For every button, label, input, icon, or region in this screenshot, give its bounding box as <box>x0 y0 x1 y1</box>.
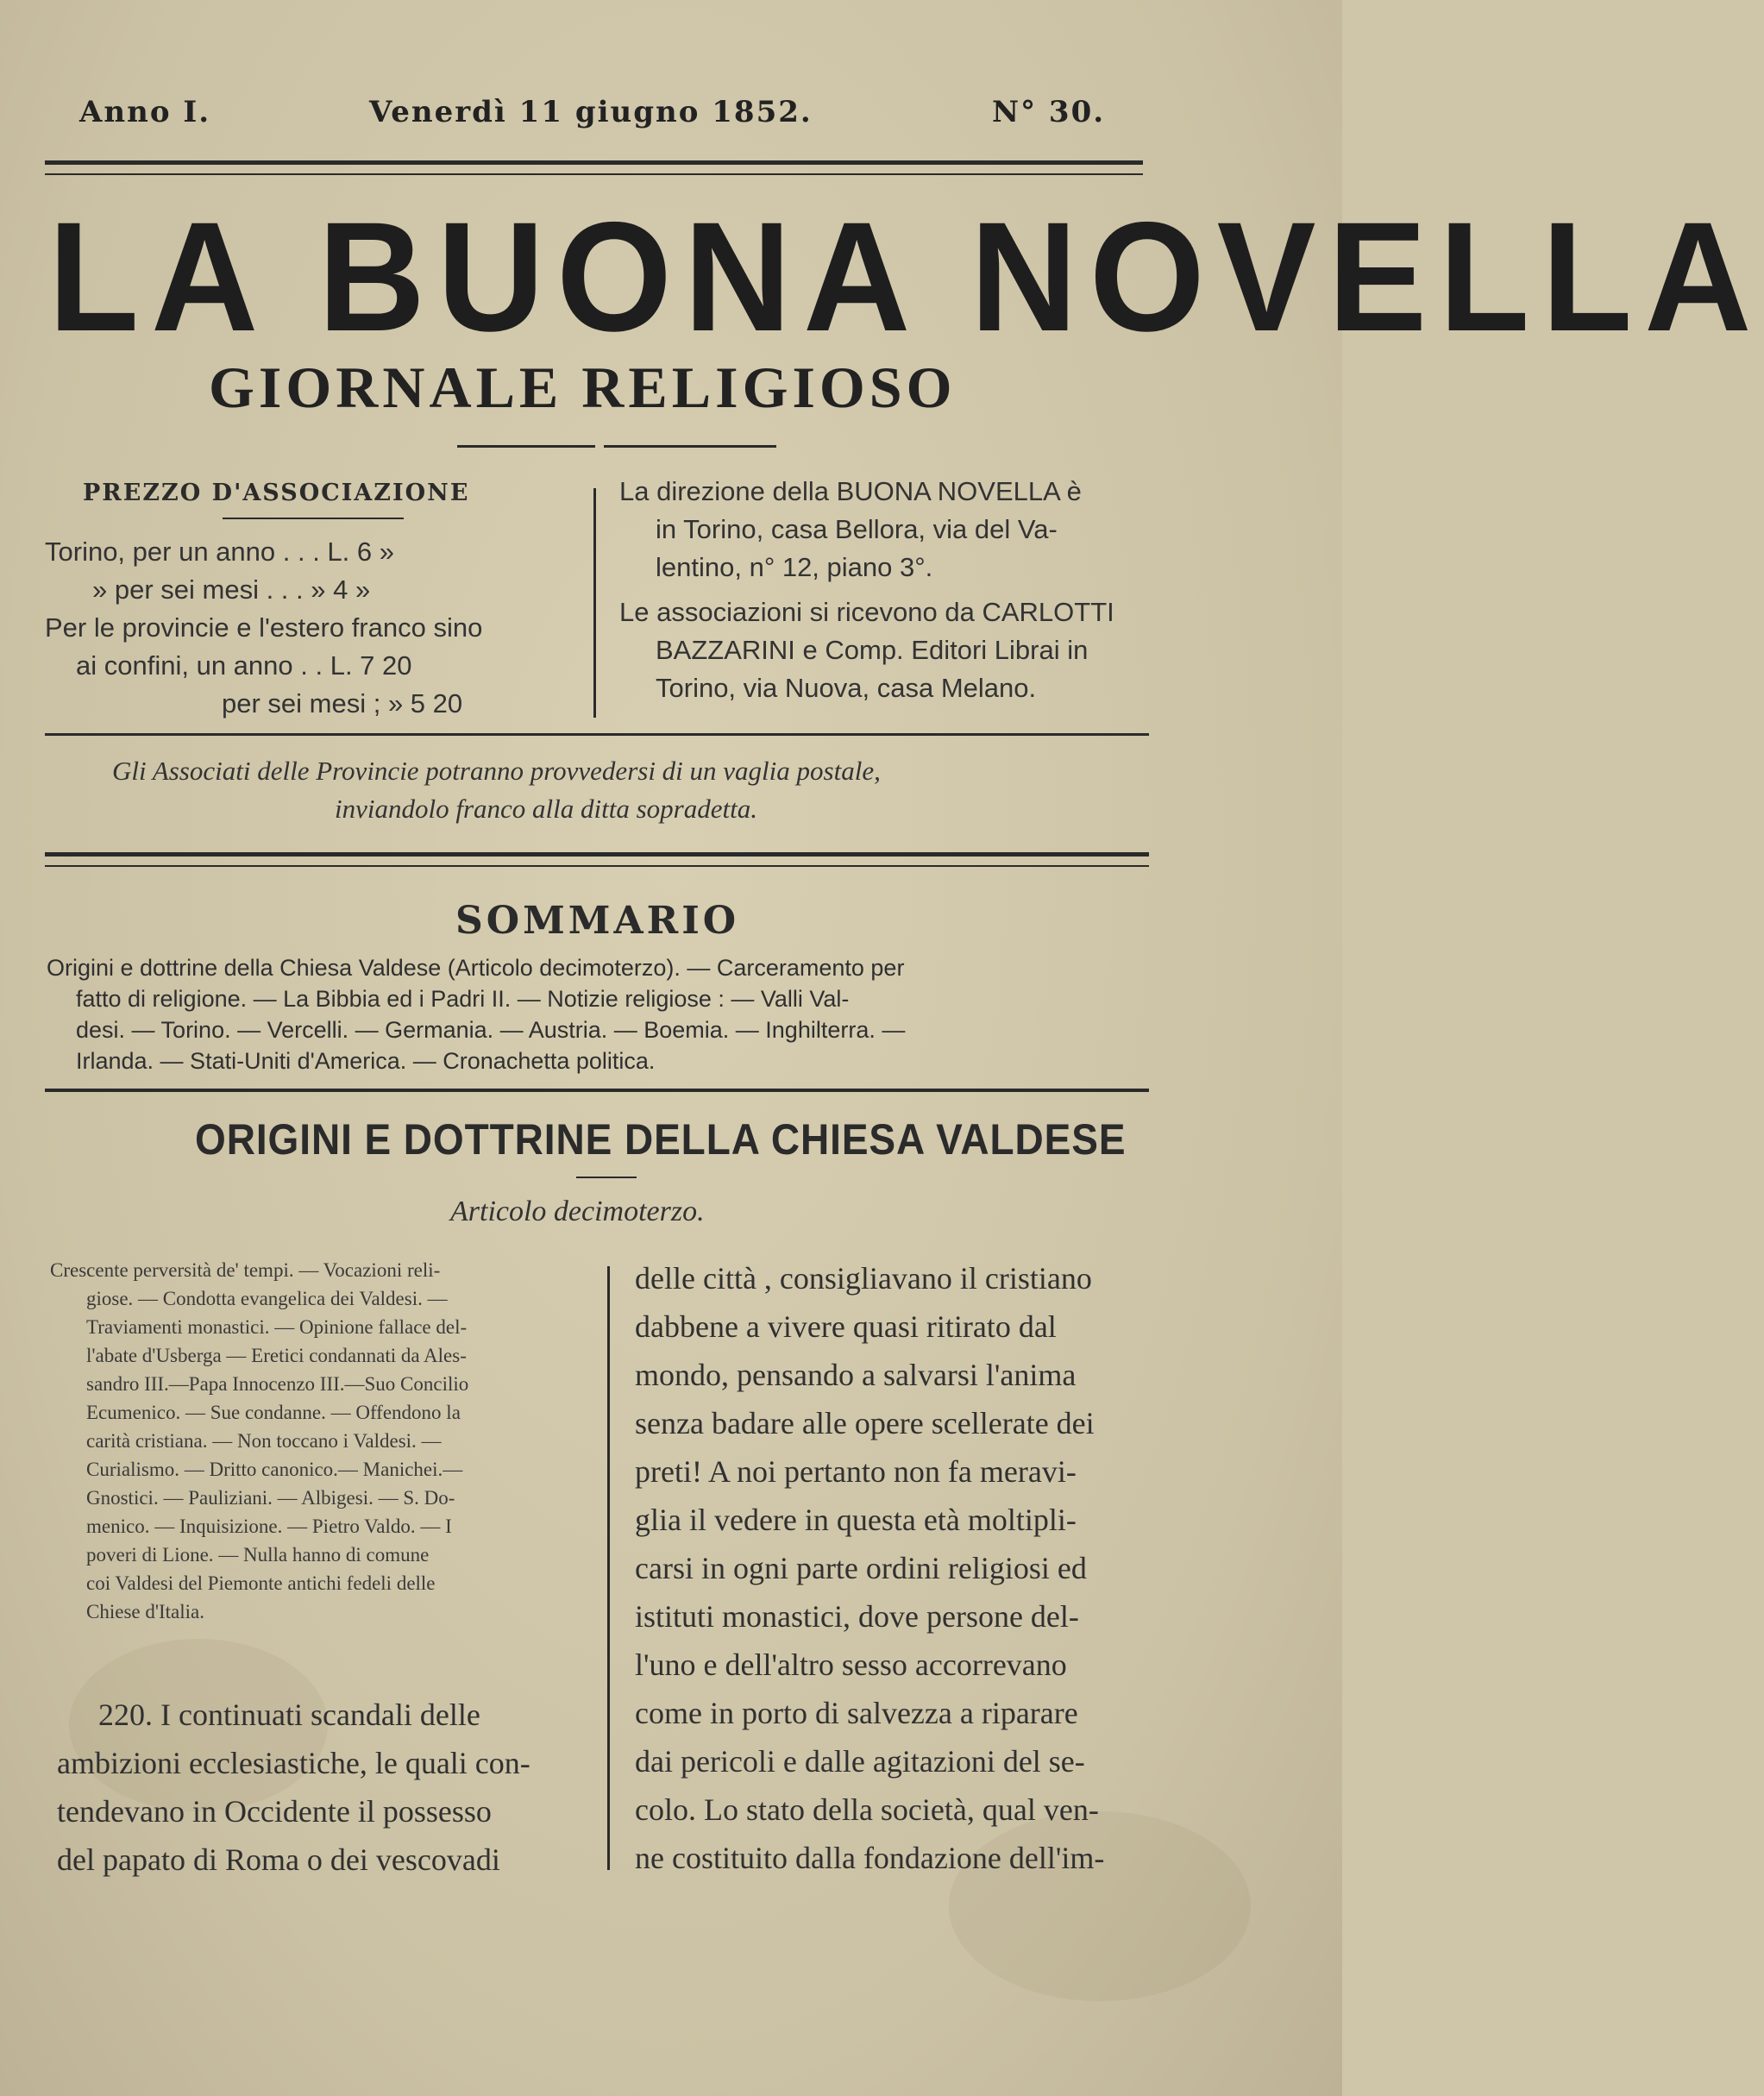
body-line: ne costituito dalla fondazione dell'im- <box>635 1841 1105 1875</box>
direction-line: BAZZARINI e Comp. Editori Librai in <box>656 635 1089 665</box>
title-ornament <box>576 1177 637 1178</box>
section-rule <box>45 733 1149 736</box>
sommario-text <box>47 952 1168 1076</box>
body-line: 220. I continuati scandali delle <box>98 1698 480 1732</box>
heading-underline <box>223 518 404 519</box>
body-line: tendevano in Occidente il possesso <box>57 1794 492 1829</box>
body-line: glia il vedere in questa età moltipli- <box>635 1503 1077 1537</box>
notice-line: inviandolo franco alla ditta sopradetta. <box>335 794 757 824</box>
body-line: dai pericoli e dalle agitazioni del se- <box>635 1744 1085 1779</box>
article-title: ORIGINI E DOTTRINE DELLA CHIESA VALDESE <box>195 1115 1127 1164</box>
sommario-line: Irlanda. — Stati-Uniti d'America. — Cronachetta politica. <box>76 1048 656 1074</box>
direction-line: lentino, n° 12, piano 3°. <box>656 552 933 582</box>
newspaper-title: LA BUONA NOVELLA <box>48 190 1764 364</box>
body-line: mondo, pensando a salvarsi l'anima <box>635 1358 1077 1392</box>
price-line: Per le provincie e l'estero franco sino <box>45 612 483 643</box>
sommario-line: Origini e dottrine della Chiesa Valdese (Articolo decimoterzo). — Carceramento per <box>47 955 905 981</box>
body-line: delle città , consigliavano il cristiano <box>635 1261 1092 1296</box>
sommario-heading: SOMMARIO <box>455 899 740 943</box>
summary-line: l'abate d'Usberga — Eretici condannati da Ales- <box>86 1345 467 1366</box>
direction-line: Torino, via Nuova, casa Melano. <box>656 673 1037 703</box>
issue-number: N° 30. <box>992 95 1106 129</box>
price-line: » per sei mesi . . . » 4 » <box>92 574 371 605</box>
notice-line: Gli Associati delle Provincie potranno provvedersi di un vaglia postale, <box>112 756 881 786</box>
summary-line: menico. — Inquisizione. — Pietro Valdo. — I <box>86 1516 452 1537</box>
ornament-rule-left <box>457 445 595 448</box>
section-rule <box>45 1089 1149 1092</box>
direction-line: Le associazioni si ricevono da CARLOTTI <box>619 597 1114 627</box>
summary-line: Traviamenti monastici. — Opinione fallace del- <box>86 1316 468 1338</box>
direction-info <box>619 473 1171 707</box>
masthead-rule <box>45 160 1143 175</box>
article-body-left <box>57 1691 592 1884</box>
issue-year: Anno I. <box>79 95 211 129</box>
direction-line: La direzione della BUONA NOVELLA è <box>619 476 1082 506</box>
summary-line: Curialismo. — Dritto canonico.— Manichei.— <box>86 1459 463 1480</box>
issue-date: Venerdì 11 giugno 1852. <box>369 95 813 129</box>
article-subtitle: Articolo decimoterzo. <box>450 1195 705 1227</box>
body-line: ambizioni ecclesiastiche, le quali con- <box>57 1746 530 1780</box>
body-line: come in porto di salvezza a riparare <box>635 1696 1078 1730</box>
column-divider <box>593 488 596 718</box>
summary-line: coi Valdesi del Piemonte antichi fedeli delle <box>86 1572 436 1594</box>
column-divider <box>607 1266 610 1870</box>
summary-line: carità cristiana. — Non toccano i Valdesi. — <box>86 1430 442 1452</box>
body-line: preti! A noi pertanto non fa meravi- <box>635 1454 1077 1489</box>
body-line: dabbene a vivere quasi ritirato dal <box>635 1309 1057 1344</box>
article-body-right <box>635 1254 1170 1882</box>
article-summary <box>50 1256 585 1626</box>
direction-line: in Torino, casa Bellora, via del Va- <box>656 514 1058 544</box>
summary-line: Ecumenico. — Sue condanne. — Offendono la <box>86 1402 461 1423</box>
sommario-line: desi. — Torino. — Vercelli. — Germania. — Austria. — Boemia. — Inghilterra. — <box>76 1017 906 1043</box>
price-line: ai confini, un anno . . L. 7 20 <box>76 650 412 681</box>
section-double-rule <box>45 852 1149 867</box>
subscription-prices <box>45 533 580 723</box>
newspaper-subtitle: GIORNALE RELIGIOSO <box>209 355 957 420</box>
price-line: per sei mesi ; » 5 20 <box>222 688 463 719</box>
body-line: senza badare alle opere scellerate dei <box>635 1406 1095 1440</box>
sommario-line: fatto di religione. — La Bibbia ed i Padri II. — Notizie religiose : — Valli Val- <box>76 986 850 1012</box>
summary-line: poveri di Lione. — Nulla hanno di comune <box>86 1544 430 1566</box>
body-line: colo. Lo stato della società, qual ven- <box>635 1792 1099 1827</box>
summary-line: sandro III.—Papa Innocenzo III.—Suo Concilio <box>86 1373 469 1395</box>
body-line: l'uno e dell'altro sesso accorrevano <box>635 1647 1067 1682</box>
summary-line: Chiese d'Italia. <box>86 1601 204 1622</box>
body-line: istituti monastici, dove persone del- <box>635 1599 1079 1634</box>
summary-line: Gnostici. — Pauliziani. — Albigesi. — S. Do- <box>86 1487 455 1509</box>
ornament-rule-right <box>604 445 776 448</box>
body-line: carsi in ogni parte ordini religiosi ed <box>635 1551 1087 1585</box>
price-line: Torino, per un anno . . . L. 6 » <box>45 537 394 567</box>
body-line: del papato di Roma o dei vescovadi <box>57 1842 500 1877</box>
summary-line: giose. — Condotta evangelica dei Valdesi. — <box>86 1288 448 1309</box>
subscription-price-heading: PREZZO D'ASSOCIAZIONE <box>83 480 470 506</box>
summary-line: Crescente perversità de' tempi. — Vocazioni reli- <box>50 1259 441 1281</box>
